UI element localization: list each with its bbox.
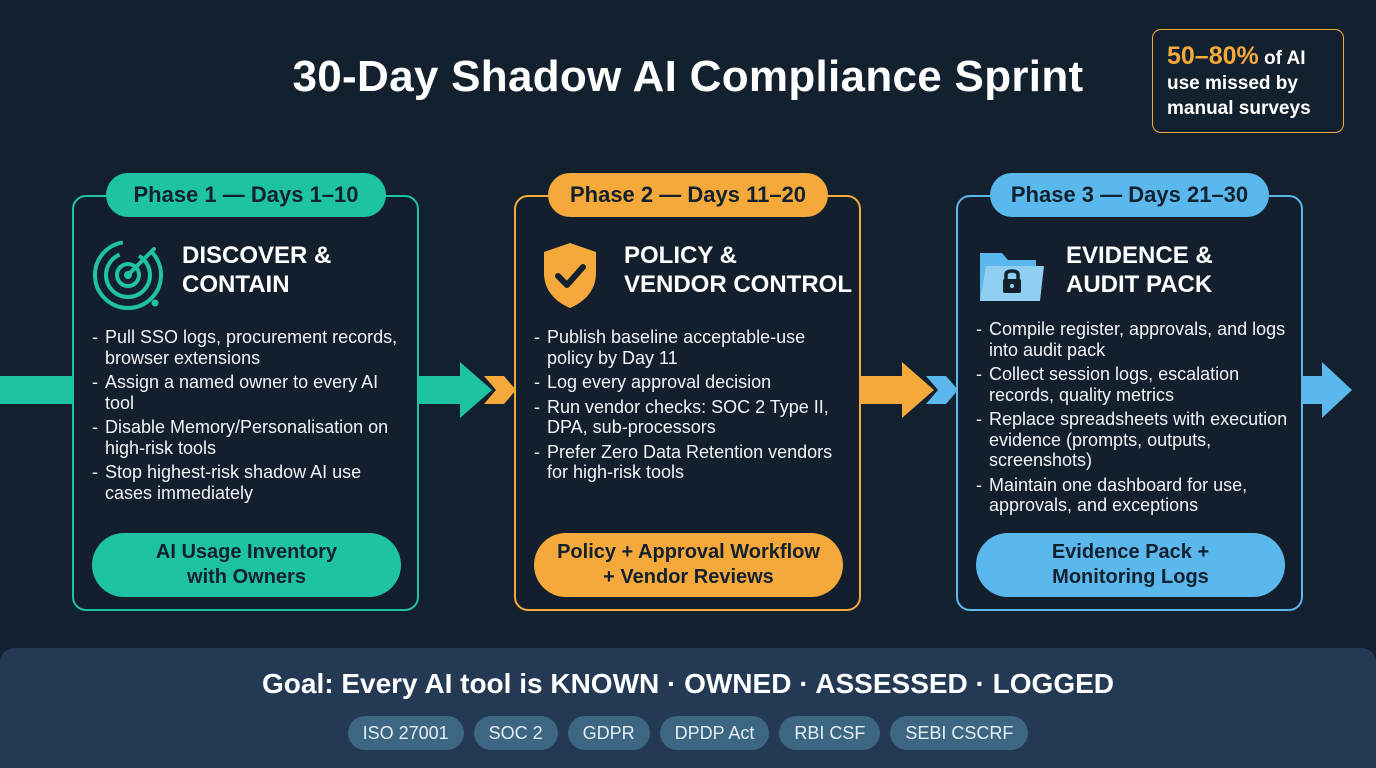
- phase-3-output: [976, 533, 1285, 597]
- bullet-item: - Log every approval decision: [534, 372, 854, 393]
- goal-footer: [0, 648, 1376, 768]
- phase-3-label: Phase 3 — Days 21–30: [990, 173, 1269, 217]
- phase-1-output-line1: AI Usage Inventory: [155, 541, 338, 563]
- phase-2-title-line2: VENDOR CONTROL: [624, 271, 852, 298]
- bullet-item: - Pull SSO logs, procurement records, browser extensions: [92, 327, 412, 368]
- standard-badge: SOC 2: [474, 716, 558, 750]
- flow-arrow-1-to-2: [419, 362, 516, 418]
- bullet-item: - Collect session logs, escalation records, quality metrics: [976, 364, 1296, 405]
- page-title: 30-Day Shadow AI Compliance Sprint: [292, 52, 1084, 101]
- standard-badge: SEBI CSCRF: [890, 716, 1028, 750]
- phase-3-title: [1066, 241, 1296, 299]
- stat-text-line1: of AI: [1258, 48, 1306, 69]
- standard-badge: ISO 27001: [348, 716, 464, 750]
- flow-arrow-2-to-3: [861, 362, 958, 418]
- bullet-item: - Compile register, approvals, and logs into audit pack: [976, 319, 1296, 360]
- stat-callout: [1152, 29, 1344, 133]
- stat-text-line3: manual surveys: [1167, 98, 1311, 119]
- phase-3-output-line2: Monitoring Logs: [1052, 566, 1209, 588]
- standard-badge: RBI CSF: [779, 716, 880, 750]
- bullet-item: - Publish baseline acceptable-use policy by Day 11: [534, 327, 854, 368]
- bullet-item: - Assign a named owner to every AI tool: [92, 372, 412, 413]
- phase-1-label: Phase 1 — Days 1–10: [106, 173, 386, 217]
- phase-1-bullets: [92, 327, 412, 507]
- bullet-item: - Run vendor checks: SOC 2 Type II, DPA, sub-processors: [534, 397, 854, 438]
- phase-1-title: [182, 241, 412, 299]
- standards-badges: [0, 716, 1376, 750]
- flow-arrow-exit: [1303, 362, 1352, 418]
- bullet-item: - Maintain one dashboard for use, approvals, and exceptions: [976, 475, 1296, 516]
- radar-icon: [92, 239, 164, 311]
- phase-card-2: [514, 195, 861, 611]
- phase-2-output-line2: + Vendor Reviews: [603, 566, 774, 588]
- stat-highlight: 50–80%: [1167, 42, 1259, 70]
- phase-card-3: [956, 195, 1303, 611]
- phase-card-1: [72, 195, 419, 611]
- flow-arrow-entry: [0, 376, 80, 404]
- standard-badge: DPDP Act: [660, 716, 770, 750]
- phase-3-bullets: [976, 319, 1296, 520]
- goal-statement: Goal: Every AI tool is KNOWN · OWNED · ASSESSED · LOGGED: [261, 668, 1114, 699]
- phase-2-output: [534, 533, 843, 597]
- folder-lock-icon: [976, 239, 1048, 311]
- stat-text-line2: use missed by: [1167, 73, 1298, 94]
- bullet-item: - Stop highest-risk shadow AI use cases immediately: [92, 462, 412, 503]
- standard-badge: GDPR: [568, 716, 650, 750]
- phase-2-label: Phase 2 — Days 11–20: [548, 173, 828, 217]
- phase-2-title-line1: POLICY &: [624, 242, 737, 269]
- phase-1-output: [92, 533, 401, 597]
- phase-1-title-line1: DISCOVER &: [182, 242, 332, 269]
- phase-3-title-line1: EVIDENCE &: [1066, 242, 1213, 269]
- phase-1-title-line2: CONTAIN: [182, 271, 290, 298]
- bullet-item: - Prefer Zero Data Retention vendors for high-risk tools: [534, 442, 854, 483]
- shield-check-icon: [534, 239, 606, 311]
- phase-2-output-line1: Policy + Approval Workflow: [557, 541, 820, 563]
- phase-3-output-line1: Evidence Pack +: [1051, 541, 1210, 563]
- bullet-item: - Disable Memory/Personalisation on high-risk tools: [92, 417, 412, 458]
- phase-3-title-line2: AUDIT PACK: [1066, 271, 1213, 298]
- phase-2-title: [624, 241, 854, 299]
- bullet-item: - Replace spreadsheets with execution evidence (prompts, outputs, screenshots): [976, 409, 1296, 471]
- phase-2-bullets: [534, 327, 854, 487]
- phase-1-output-line2: with Owners: [187, 566, 306, 588]
